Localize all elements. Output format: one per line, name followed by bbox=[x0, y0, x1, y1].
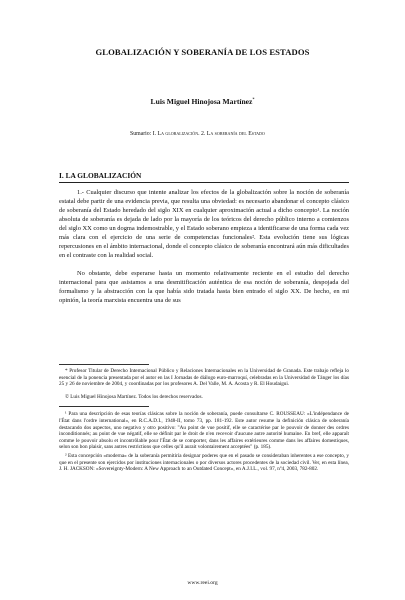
summary-block bbox=[130, 130, 300, 138]
copyright-line: © Luis Miguel Hinojosa Martínez. Todos los derechos reservados. bbox=[65, 393, 203, 400]
footnote-separator-2 bbox=[59, 406, 149, 407]
section-rule bbox=[59, 182, 349, 183]
summary-items: I. La globalización. 2. La soberanía del Estado bbox=[152, 131, 265, 137]
section-heading: I. LA GLOBALIZACIÓN bbox=[59, 171, 142, 180]
footnote-1: ¹ Para una descripción de esas teorías clásicas sobre la noción de soberanía, puede consultarse C. ROUSSEAU: «L'indépendance de l'État dans l'ordre international», en R.C.A.D.I., 1948-II, tomo 73, pp. 181-192. Este autor resume la definición clásica de soberanía destacando dos aspectos, uno negativo y otro positivo: "Au point de vue positif, elle se caractérise par le pouvoir de donner des ordres inconditionnés; au point de vue négatif, elle se définit par le droit de n'en recevoir d'aucune autre autorité humaine. En bref, elle apparaît comme le pouvoir absolu et incontrôlable pour l'État de se comporter, dans les affaires extérieures comme dans les affaires domestiques, selon son bon plaisir, sans autres restrictions que celles qu'il aurait volontairement acceptées" (p. 185). bbox=[59, 411, 349, 451]
footnote-2: ² Esta concepción «moderna» de la soberanía permitiría designar poderes que en el pasado se consideraban inherentes a ese concepto, y que en el presente son ejercidos por instituciones internacionales o por diversos actores procedentes de la sociedad civil. Ver, en esta línea, J. H. JACKSON: «Sovereignty-Modern: A New Approach to an Outdated Concept», en A.J.I.L., vol. 97, nº4, 2003, 782-802. bbox=[59, 452, 349, 473]
paragraph-2: No obstante, debe esperarse hasta un momento relativamente reciente en el estudio del derecho internacional para que asistamos a una desmitificación auténtica de esa noción de soberanía, despojada del formalismo y la abstracción con la que había sido tratada hasta bien entrado el siglo XX. De hecho, en mi opinión, la teoría marxista encuentra una de sus bbox=[59, 270, 349, 304]
footer-url[interactable]: www.reei.org bbox=[187, 580, 218, 586]
footnote-author: * Profesor Titular de Derecho Internacional Público y Relaciones Internacionales en la Universidad de Granada. Este trabajo refleja lo esencial de la ponencia presentada por el autor en las I Jornadas de diálogo euro-marroquí, celebradas en la Universidad de Tánger los días 25 y 26 de noviembre de 2004, y coordinadas por los profesores A. Del Valle, M. A. Acosta y R. El Houdaigui. bbox=[59, 368, 349, 388]
summary-label: Sumario: bbox=[130, 131, 152, 137]
body-text bbox=[59, 188, 349, 305]
paragraph-1: 1.- Cualquier discurso que intente analizar los efectos de la globalización sobre la noción de soberanía estatal debe partir de una evidencia previa, que resulta una obviedad: es necesario abandonar el concepto clásico de soberanía del Estado heredado del siglo XIX en cualquier aproximación actual a dicho concepto¹. La noción absoluta de soberanía es dejada de lado por la mayoría de los teóricos del derecho público interno a comienzos del siglo XX como un dogma indemostrable, y el Estado soberano empieza a identificarse de una forma cada vez más clara con el ejercicio de una serie de competencias funcionales². Esta evolución tiene sus lógicas repercusiones en el ámbito internacional, donde el concepto clásico de soberanía encontrará aún más dificultades en el contraste con la realidad social. bbox=[59, 189, 349, 259]
author-line bbox=[60, 97, 345, 106]
author-name: Luis Miguel Hinojosa Martínez bbox=[150, 97, 253, 106]
footnotes bbox=[59, 368, 349, 475]
author-footnote-mark[interactable]: * bbox=[252, 96, 255, 102]
footnote-separator bbox=[59, 364, 149, 365]
document-title: GLOBALIZACIÓN Y SOBERANÍA DE LOS ESTADOS bbox=[95, 47, 310, 57]
